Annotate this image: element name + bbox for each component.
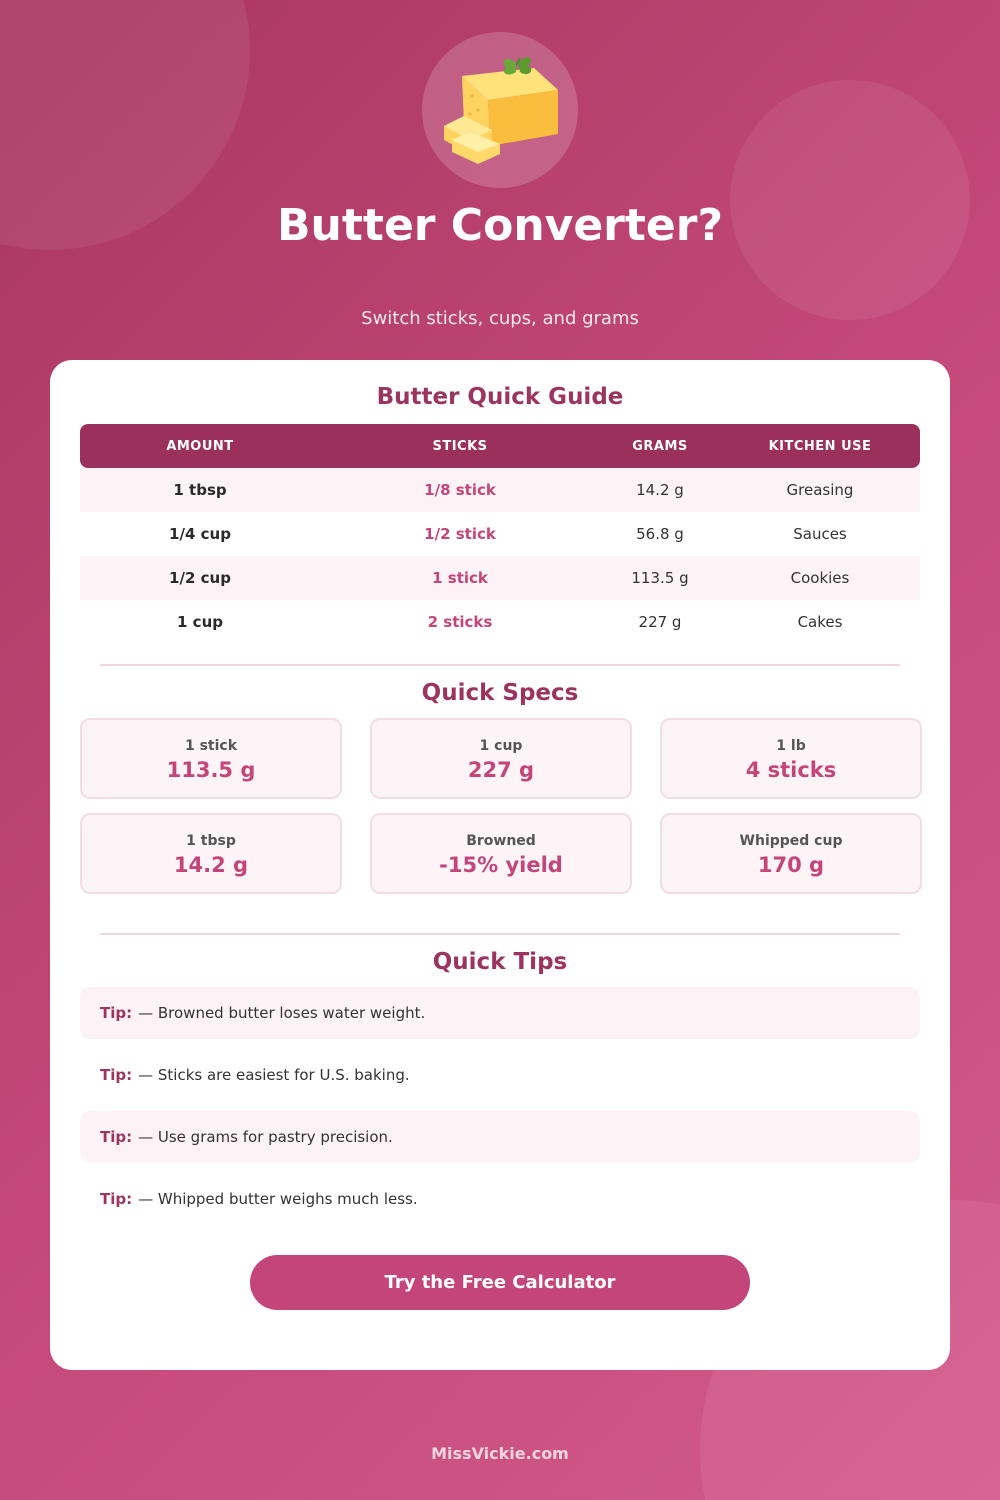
spec-label: 1 stick [184, 738, 238, 754]
spec-label: 1 lb [776, 738, 806, 754]
cell-use: Sauces [793, 525, 847, 543]
butter-icon [430, 50, 570, 170]
spec-card [660, 813, 922, 894]
spec-value: -15% yield [439, 853, 563, 877]
tip-label: Tip: [100, 1128, 133, 1146]
spec-card [370, 718, 632, 799]
column-header: GRAMS [632, 438, 688, 454]
table-header [80, 424, 920, 468]
content-card [50, 360, 950, 1370]
cell-use: Cakes [797, 613, 843, 631]
table-row [80, 600, 920, 644]
tip-text: — Whipped butter weighs much less. [138, 1190, 418, 1208]
cell-sticks: 1/2 stick [424, 525, 496, 543]
cell-amount: 1 tbsp [173, 481, 227, 499]
divider [100, 933, 900, 935]
spec-card [370, 813, 632, 894]
tips-title: Quick Tips [432, 949, 568, 975]
tips-list [80, 987, 920, 1225]
spec-label: 1 cup [479, 738, 523, 754]
spec-value: 14.2 g [173, 853, 249, 877]
page-title: Butter Converter? [277, 200, 723, 251]
spec-label: Whipped cup [739, 833, 843, 849]
tip-label: Tip: [100, 1190, 133, 1208]
conversion-table [80, 424, 920, 644]
spec-value: 170 g [757, 853, 825, 877]
butter-icon-badge [422, 32, 578, 188]
cell-grams: 113.5 g [631, 569, 689, 587]
cell-amount: 1/4 cup [169, 525, 231, 543]
spec-card [80, 718, 342, 799]
cell-grams: 14.2 g [636, 481, 684, 499]
tip-item [80, 987, 920, 1039]
spec-card [80, 813, 342, 894]
tip-text: — Use grams for pastry precision. [138, 1128, 393, 1146]
cell-amount: 1 cup [177, 613, 223, 631]
footer-brand[interactable]: MissVickie.com [431, 1444, 569, 1463]
tip-text: — Browned butter loses water weight. [138, 1004, 426, 1022]
table-row [80, 556, 920, 600]
page-subtitle: Switch sticks, cups, and grams [361, 308, 639, 329]
specs-title: Quick Specs [421, 680, 579, 706]
table-row [80, 468, 920, 512]
column-header: KITCHEN USE [768, 438, 872, 454]
tip-item [80, 1111, 920, 1163]
spec-label: 1 tbsp [186, 833, 236, 849]
table-row [80, 512, 920, 556]
spec-label: Browned [466, 833, 536, 849]
tip-item [80, 1049, 920, 1101]
specs-grid [80, 718, 920, 894]
tip-label: Tip: [100, 1004, 133, 1022]
cell-sticks: 2 sticks [427, 613, 493, 631]
cell-amount: 1/2 cup [169, 569, 231, 587]
cell-grams: 227 g [638, 613, 682, 631]
tip-text: — Sticks are easiest for U.S. baking. [138, 1066, 410, 1084]
tip-item [80, 1173, 920, 1225]
spec-value: 4 sticks [745, 758, 837, 782]
spec-card [660, 718, 922, 799]
spec-value: 113.5 g [166, 758, 256, 782]
divider [100, 664, 900, 666]
cell-sticks: 1/8 stick [424, 481, 496, 499]
cell-use: Cookies [790, 569, 850, 587]
tip-label: Tip: [100, 1066, 133, 1084]
column-header: AMOUNT [166, 438, 234, 454]
cell-grams: 56.8 g [636, 525, 684, 543]
spec-value: 227 g [467, 758, 535, 782]
column-header: STICKS [432, 438, 488, 454]
guide-title: Butter Quick Guide [376, 384, 624, 410]
cell-sticks: 1 stick [432, 569, 488, 587]
cell-use: Greasing [786, 481, 854, 499]
calculator-button[interactable]: Try the Free Calculator [250, 1255, 750, 1310]
